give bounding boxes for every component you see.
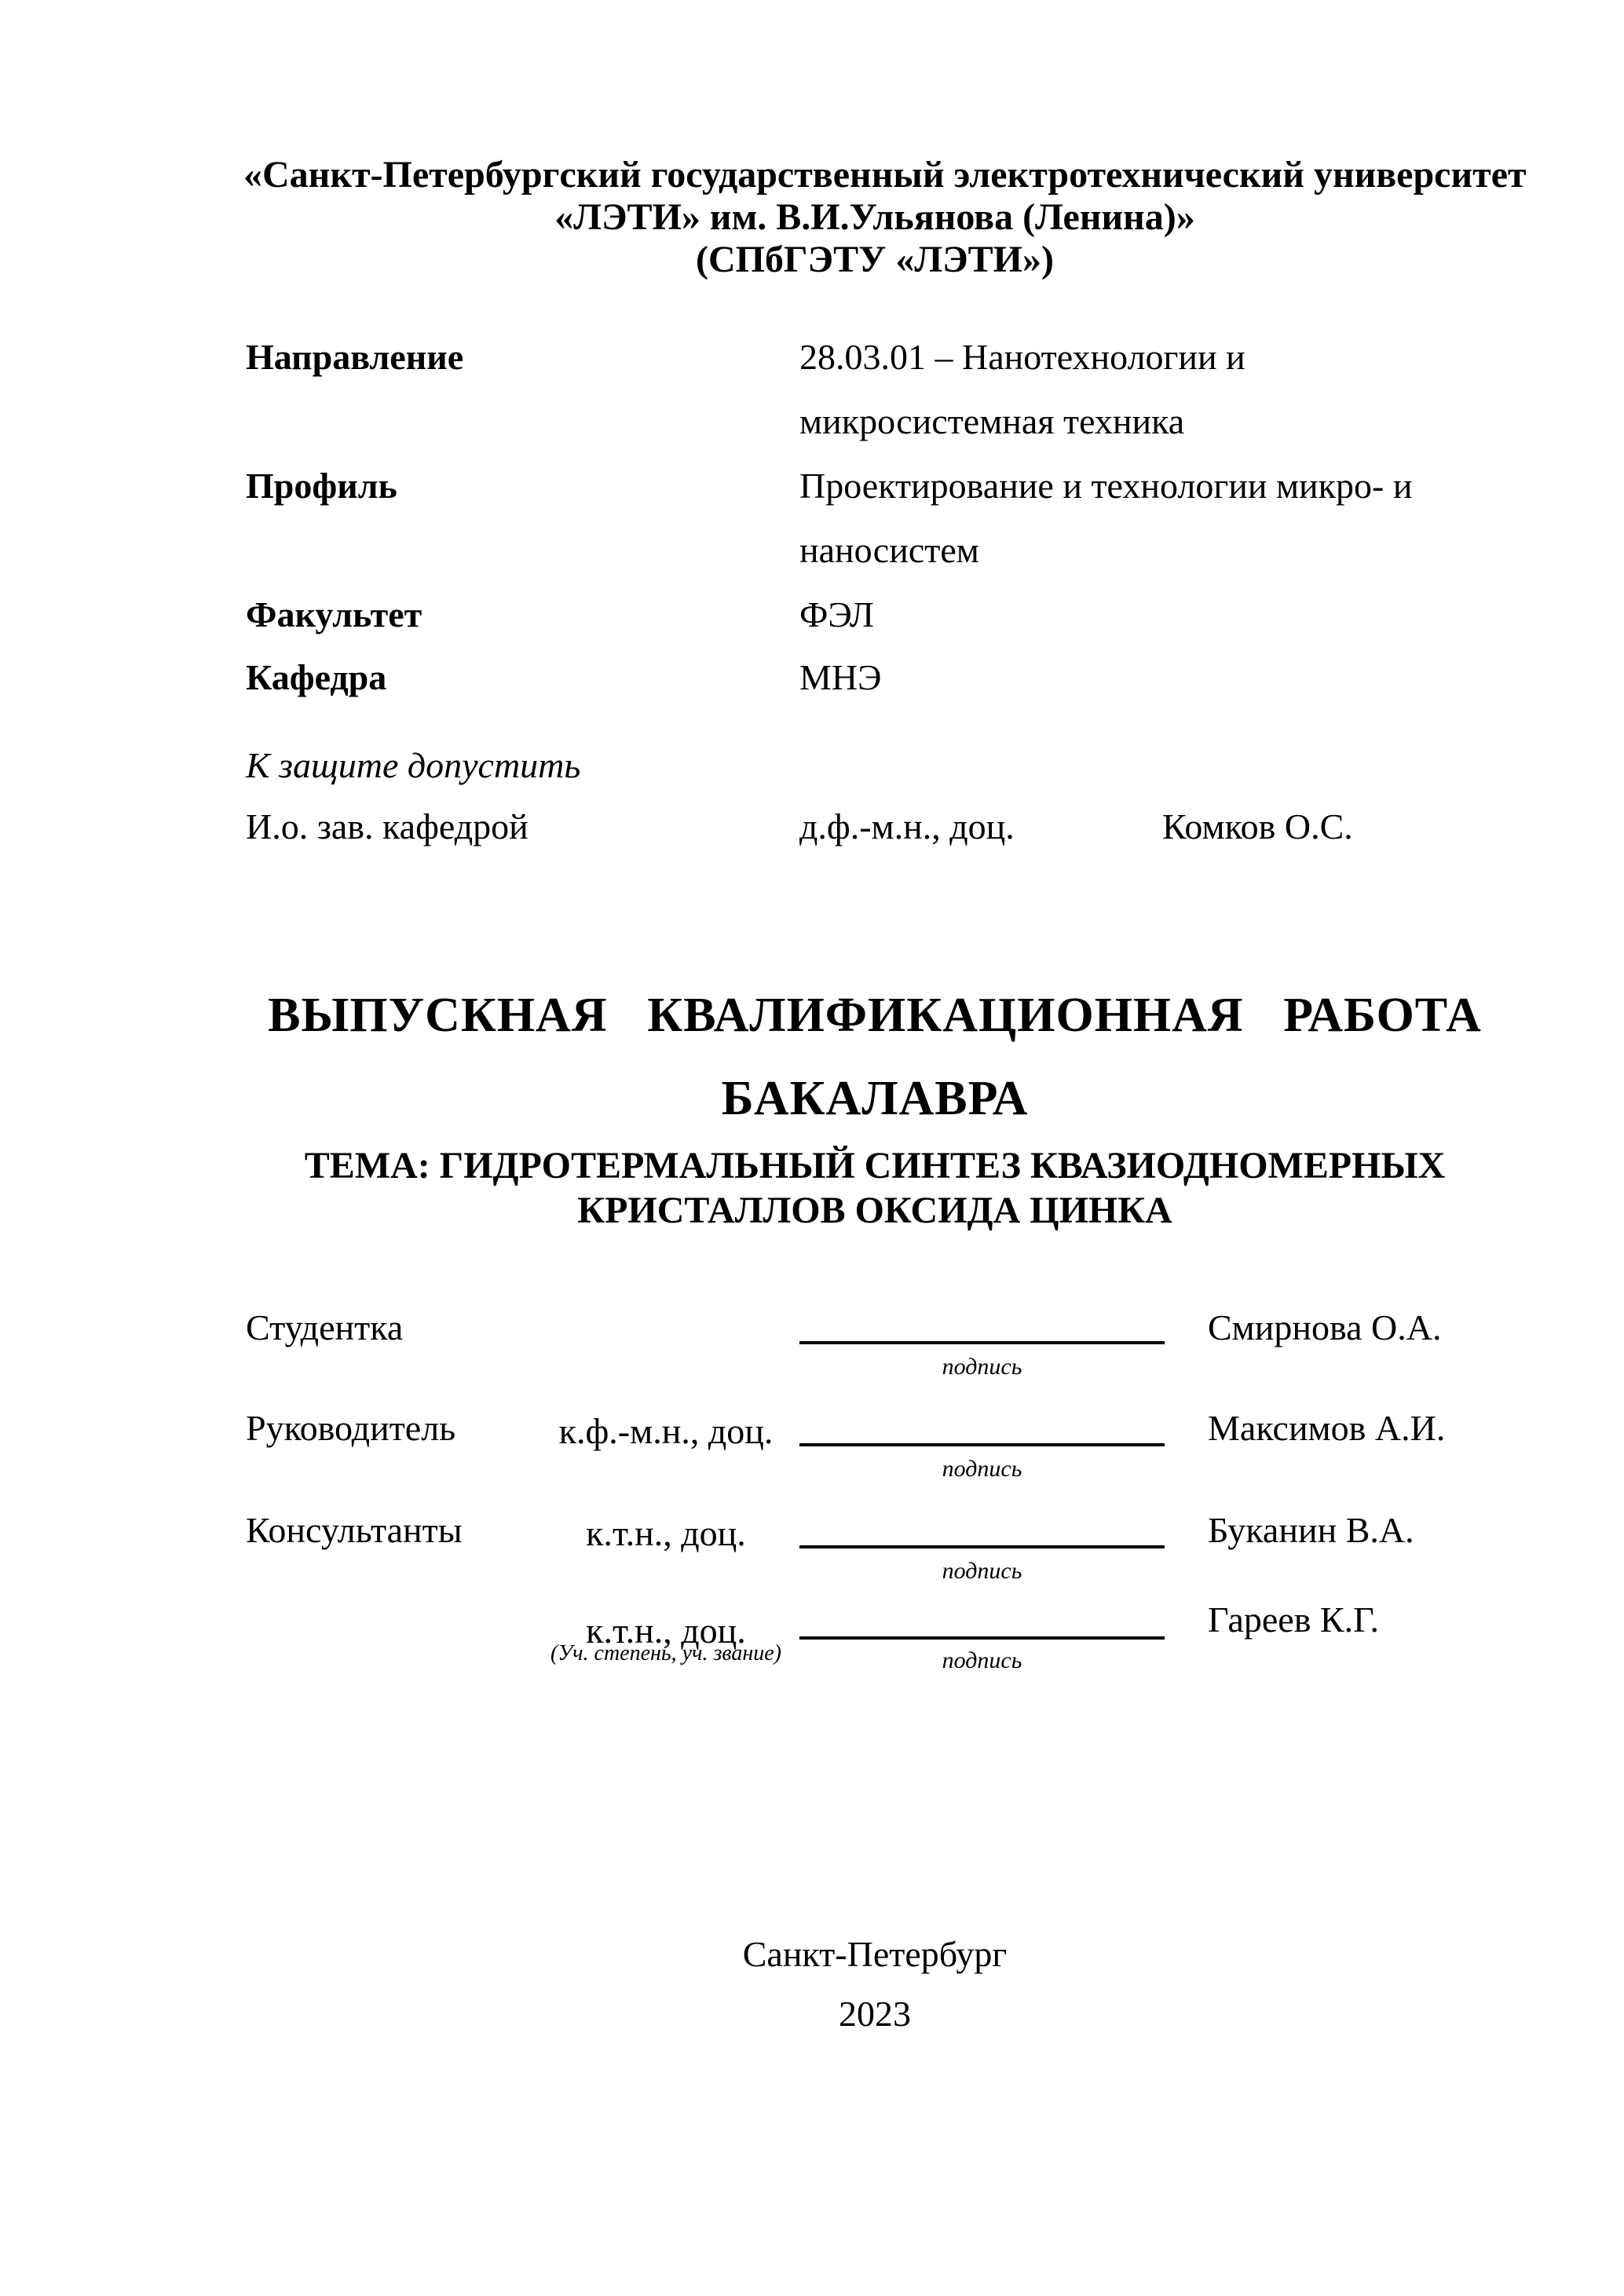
admission-note: К защите допустить (246, 745, 581, 785)
thesis-title-line-1: ВЫПУСКНАЯ КВАЛИФИКАЦИОННАЯ РАБОТА (268, 989, 1482, 1042)
profile-value-line-2: наносистем (799, 530, 979, 570)
student-signature-caption: подпись (942, 1354, 1022, 1380)
supervisor-signature-caption: подпись (942, 1456, 1022, 1482)
supervisor-role-label: Руководитель (246, 1408, 456, 1448)
faculty-value: ФЭЛ (799, 594, 875, 634)
footer-city: Санкт-Петербург (742, 1934, 1008, 1974)
consultant2-signature-line (799, 1636, 1165, 1640)
consultant1-name: Буканин В.А. (1208, 1510, 1414, 1550)
consultant2-degree: к.т.н., доц. (586, 1610, 746, 1651)
student-signature-line (799, 1341, 1165, 1344)
direction-label: Направление (246, 337, 464, 377)
admission-degree: д.ф.-м.н., доц. (799, 806, 1015, 846)
direction-value-line-1: 28.03.01 – Нанотехнологии и (799, 337, 1245, 377)
profile-value-line-1: Проектирование и технологии микро- и (799, 466, 1413, 506)
direction-value-line-2: микросистемная техника (799, 401, 1185, 441)
admission-name: Комков О.С. (1162, 806, 1353, 846)
thesis-theme-line-2: КРИСТАЛЛОВ ОКСИДА ЦИНКА (577, 1190, 1172, 1231)
consultant1-signature-line (799, 1545, 1165, 1548)
consultant2-degree-caption: (Уч. степень, уч. звание) (550, 1641, 781, 1665)
consultant2-signature-caption: подпись (942, 1647, 1022, 1673)
supervisor-degree: к.ф.-м.н., доц. (558, 1411, 774, 1451)
consultants-role-label: Консультанты (246, 1510, 463, 1550)
supervisor-signature-line (799, 1443, 1165, 1446)
consultant2-name: Гареев К.Г. (1208, 1600, 1380, 1640)
thesis-theme-line-1: ТЕМА: ГИДРОТЕРМАЛЬНЫЙ СИНТЕЗ КВАЗИОДНОМЕРНЫХ (304, 1145, 1446, 1186)
university-name-line-2: «ЛЭТИ» им. В.И.Ульянова (Ленина)» (554, 196, 1195, 238)
department-label: Кафедра (246, 657, 387, 697)
student-name: Смирнова О.А. (1208, 1307, 1442, 1347)
department-value: МНЭ (799, 657, 882, 697)
supervisor-name: Максимов А.И. (1208, 1408, 1446, 1448)
faculty-label: Факультет (246, 594, 422, 634)
footer-year: 2023 (839, 1994, 911, 2034)
student-role-label: Студентка (246, 1307, 404, 1347)
profile-label: Профиль (246, 466, 397, 506)
university-header (243, 154, 1527, 281)
consultant1-degree: к.т.н., доц. (586, 1513, 746, 1553)
consultant1-signature-caption: подпись (942, 1558, 1022, 1584)
university-abbreviation: (СПбГЭТУ «ЛЭТИ») (696, 239, 1054, 280)
university-name-line-1: «Санкт-Петербургский государственный электротехнический университет (243, 154, 1527, 196)
admission-position: И.о. зав. кафедрой (246, 806, 529, 846)
thesis-title-line-2: БАКАЛАВРА (721, 1072, 1029, 1125)
